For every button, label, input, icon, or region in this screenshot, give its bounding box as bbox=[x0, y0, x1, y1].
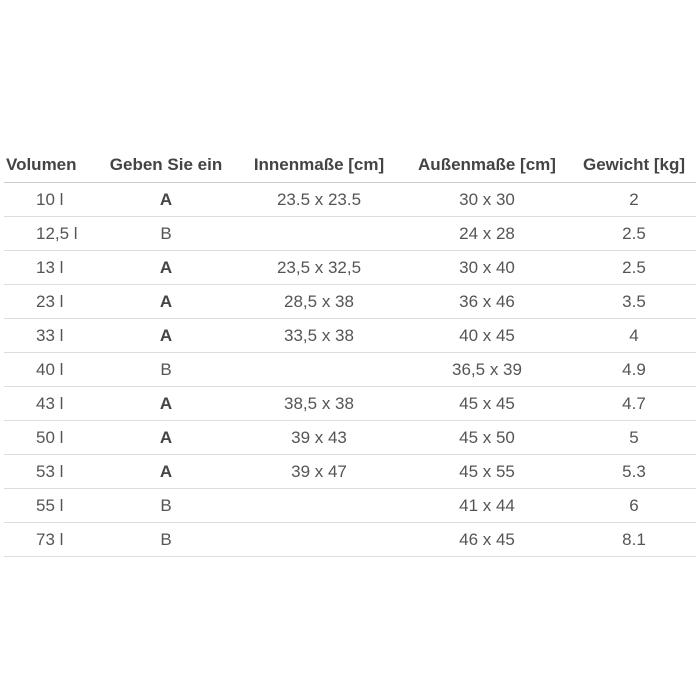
cell-volume: 10 l bbox=[4, 183, 96, 217]
header-type: Geben Sie ein bbox=[96, 148, 236, 183]
header-outer-dimensions: Außenmaße [cm] bbox=[402, 148, 572, 183]
cell-outer-dimensions: 36,5 x 39 bbox=[402, 353, 572, 387]
table-row bbox=[4, 523, 696, 557]
cell-weight: 4.7 bbox=[572, 387, 696, 421]
cell-volume: 43 l bbox=[4, 387, 96, 421]
cell-inner-dimensions: 23,5 x 32,5 bbox=[236, 251, 402, 285]
spec-table-container bbox=[4, 148, 696, 557]
cell-outer-dimensions: 46 x 45 bbox=[402, 523, 572, 557]
header-inner-dimensions: Innenmaße [cm] bbox=[236, 148, 402, 183]
table-row bbox=[4, 183, 696, 217]
cell-inner-dimensions: 39 x 47 bbox=[236, 455, 402, 489]
cell-outer-dimensions: 24 x 28 bbox=[402, 217, 572, 251]
table-row bbox=[4, 217, 696, 251]
cell-outer-dimensions: 45 x 45 bbox=[402, 387, 572, 421]
cell-weight: 4.9 bbox=[572, 353, 696, 387]
cell-volume: 55 l bbox=[4, 489, 96, 523]
cell-inner-dimensions bbox=[236, 353, 402, 387]
cell-weight: 2.5 bbox=[572, 251, 696, 285]
cell-inner-dimensions bbox=[236, 489, 402, 523]
table-row bbox=[4, 387, 696, 421]
cell-type: B bbox=[96, 217, 236, 251]
cell-inner-dimensions bbox=[236, 217, 402, 251]
table-row bbox=[4, 285, 696, 319]
cell-outer-dimensions: 45 x 55 bbox=[402, 455, 572, 489]
spec-table bbox=[4, 148, 696, 557]
cell-inner-dimensions: 28,5 x 38 bbox=[236, 285, 402, 319]
table-row bbox=[4, 489, 696, 523]
cell-inner-dimensions: 33,5 x 38 bbox=[236, 319, 402, 353]
cell-outer-dimensions: 40 x 45 bbox=[402, 319, 572, 353]
cell-volume: 12,5 l bbox=[4, 217, 96, 251]
cell-type: A bbox=[96, 319, 236, 353]
table-row bbox=[4, 421, 696, 455]
cell-volume: 23 l bbox=[4, 285, 96, 319]
cell-type: A bbox=[96, 285, 236, 319]
cell-type: A bbox=[96, 387, 236, 421]
cell-volume: 53 l bbox=[4, 455, 96, 489]
cell-weight: 8.1 bbox=[572, 523, 696, 557]
cell-volume: 50 l bbox=[4, 421, 96, 455]
cell-volume: 73 l bbox=[4, 523, 96, 557]
cell-outer-dimensions: 41 x 44 bbox=[402, 489, 572, 523]
table-row bbox=[4, 251, 696, 285]
table-header bbox=[4, 148, 696, 183]
cell-inner-dimensions: 38,5 x 38 bbox=[236, 387, 402, 421]
cell-volume: 13 l bbox=[4, 251, 96, 285]
table-row bbox=[4, 455, 696, 489]
cell-weight: 3.5 bbox=[572, 285, 696, 319]
cell-weight: 2.5 bbox=[572, 217, 696, 251]
cell-inner-dimensions: 39 x 43 bbox=[236, 421, 402, 455]
cell-type: A bbox=[96, 183, 236, 217]
table-body bbox=[4, 183, 696, 557]
cell-volume: 33 l bbox=[4, 319, 96, 353]
cell-outer-dimensions: 30 x 40 bbox=[402, 251, 572, 285]
table-row bbox=[4, 319, 696, 353]
header-volume: Volumen bbox=[4, 148, 96, 183]
cell-inner-dimensions bbox=[236, 523, 402, 557]
cell-weight: 2 bbox=[572, 183, 696, 217]
cell-weight: 4 bbox=[572, 319, 696, 353]
cell-type: B bbox=[96, 523, 236, 557]
cell-outer-dimensions: 30 x 30 bbox=[402, 183, 572, 217]
header-weight: Gewicht [kg] bbox=[572, 148, 696, 183]
cell-weight: 6 bbox=[572, 489, 696, 523]
cell-weight: 5.3 bbox=[572, 455, 696, 489]
header-row bbox=[4, 148, 696, 183]
cell-type: A bbox=[96, 455, 236, 489]
cell-type: A bbox=[96, 421, 236, 455]
cell-inner-dimensions: 23.5 x 23.5 bbox=[236, 183, 402, 217]
cell-type: A bbox=[96, 251, 236, 285]
cell-type: B bbox=[96, 489, 236, 523]
cell-weight: 5 bbox=[572, 421, 696, 455]
cell-volume: 40 l bbox=[4, 353, 96, 387]
cell-outer-dimensions: 45 x 50 bbox=[402, 421, 572, 455]
cell-type: B bbox=[96, 353, 236, 387]
table-row bbox=[4, 353, 696, 387]
cell-outer-dimensions: 36 x 46 bbox=[402, 285, 572, 319]
